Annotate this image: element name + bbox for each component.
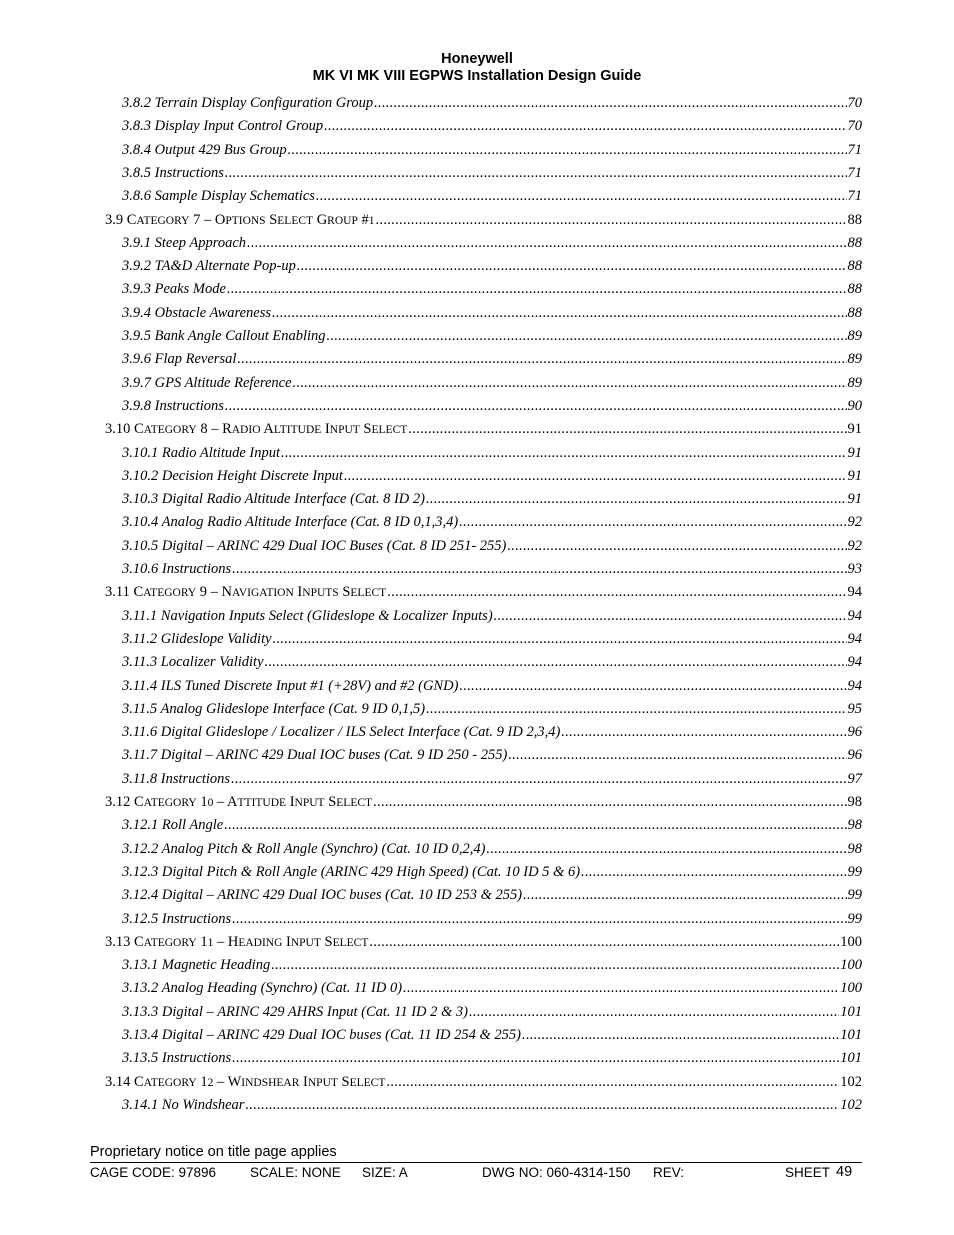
scale: SCALE: NONE xyxy=(250,1165,341,1180)
toc-subsection-entry[interactable] xyxy=(122,116,862,136)
toc-entry-page: 88 xyxy=(847,304,862,321)
cage-code: CAGE CODE: 97896 xyxy=(90,1165,217,1180)
toc-entry-label: 3.11.7 Digital – ARINC 429 Dual IOC buses (Cat. 9 ID 250 - 255) xyxy=(122,747,508,764)
toc-entry-label: 3.12.5 Instructions xyxy=(122,910,232,927)
dot-leader xyxy=(408,419,846,439)
toc-entry-page: 89 xyxy=(847,328,862,344)
dot-leader xyxy=(369,932,839,952)
toc-entry-page: 94 xyxy=(847,654,862,671)
dot-leader xyxy=(374,93,846,113)
toc-entry-label: 3.12.3 Digital Pitch & Roll Angle (ARINC 429 High Speed) (Cat. 10 ID 5 & 6) xyxy=(122,863,581,880)
dot-leader xyxy=(507,536,846,556)
toc-subsection-entry[interactable] xyxy=(122,1002,862,1022)
toc-entry-page: 98 xyxy=(847,794,862,810)
toc-entry-label: 3.11 CATEGORY 9 – NAVIGATION INPUTS SELECT xyxy=(105,584,387,601)
toc-entry-label: 3.11.8 Instructions xyxy=(122,770,231,787)
toc-entry-label: 3.12.4 Digital – ARINC 429 Dual IOC buses (Cat. 10 ID 253 & 255) xyxy=(122,887,523,904)
toc-entry-page: 102 xyxy=(840,1096,862,1113)
toc-entry-label: 3.9.5 Bank Angle Callout Enabling xyxy=(122,328,326,344)
toc-subsection-entry[interactable] xyxy=(122,512,862,532)
toc-subsection-entry[interactable] xyxy=(122,815,862,835)
title-block xyxy=(90,1165,862,1183)
toc-entry-label: 3.9.4 Obstacle Awareness xyxy=(122,304,272,321)
dot-leader xyxy=(324,116,846,136)
toc-subsection-entry[interactable] xyxy=(122,699,862,719)
toc-subsection-entry[interactable] xyxy=(122,1048,862,1068)
toc-entry-label: 3.8.2 Terrain Display Configuration Group xyxy=(122,95,374,111)
toc-entry-page: 95 xyxy=(847,700,862,717)
toc-subsection-entry[interactable] xyxy=(122,769,862,789)
toc-subsection-entry[interactable] xyxy=(122,489,862,509)
toc-entry-page: 92 xyxy=(847,514,862,531)
toc-entry-page: 101 xyxy=(840,1027,862,1043)
toc-section-entry[interactable] xyxy=(105,419,862,439)
dot-leader xyxy=(426,699,846,719)
dot-leader xyxy=(523,885,846,905)
toc-entry-label: 3.14.1 No Windshear xyxy=(122,1096,245,1113)
toc-entry-label: 3.9.8 Instructions xyxy=(122,397,224,414)
toc-entry-label: 3.10.2 Decision Height Discrete Input xyxy=(122,467,343,484)
toc-subsection-entry[interactable] xyxy=(122,443,862,463)
dot-leader xyxy=(403,978,839,998)
toc-subsection-entry[interactable] xyxy=(122,909,862,929)
dot-leader xyxy=(316,186,847,206)
dot-leader xyxy=(232,1048,839,1068)
toc-entry-page: 89 xyxy=(847,374,862,391)
sheet-number: 49 xyxy=(836,1164,853,1180)
revision: REV: xyxy=(653,1165,685,1180)
dot-leader xyxy=(344,466,847,486)
dot-leader xyxy=(297,256,847,276)
dot-leader xyxy=(225,396,847,416)
toc-subsection-entry[interactable] xyxy=(122,536,862,556)
toc-entry-page: 92 xyxy=(847,537,862,554)
dot-leader xyxy=(245,1095,839,1115)
toc-entry-label: 3.8.5 Instructions xyxy=(122,164,224,181)
toc-entry-page: 97 xyxy=(847,770,862,787)
toc-entry-page: 94 xyxy=(847,677,862,694)
toc-subsection-entry[interactable] xyxy=(122,396,862,416)
dot-leader xyxy=(459,512,846,532)
dot-leader xyxy=(327,326,847,346)
toc-entry-label: 3.8.3 Display Input Control Group xyxy=(122,118,324,135)
toc-entry-page: 96 xyxy=(847,724,862,741)
toc-entry-label: 3.10.5 Digital – ARINC 429 Dual IOC Buses (Cat. 8 ID 251- 255) xyxy=(122,537,507,554)
toc-entry-page: 89 xyxy=(847,351,862,368)
toc-subsection-entry[interactable] xyxy=(122,745,862,765)
toc-entry-page: 94 xyxy=(847,630,862,647)
toc-entry-page: 99 xyxy=(847,910,862,927)
dot-leader xyxy=(386,1072,839,1092)
toc-entry-label: 3.10.6 Instructions xyxy=(122,561,232,577)
toc-entry-page: 100 xyxy=(840,933,862,950)
size: SIZE: A xyxy=(362,1165,408,1180)
document-title: MK VI MK VIII EGPWS Installation Design Guide xyxy=(312,68,642,84)
company-name: Honeywell xyxy=(441,51,513,67)
toc-entry-page: 99 xyxy=(847,887,862,904)
toc-entry-page: 94 xyxy=(847,607,862,624)
toc-entry-label: 3.9 CATEGORY 7 – OPTIONS SELECT GROUP #1 xyxy=(105,211,375,228)
dot-leader xyxy=(281,443,846,463)
toc-subsection-entry[interactable] xyxy=(122,326,862,346)
dot-leader xyxy=(265,652,847,672)
toc-subsection-entry[interactable] xyxy=(122,862,862,882)
toc-entry-label: 3.9.6 Flap Reversal xyxy=(122,351,237,368)
dot-leader xyxy=(459,676,846,696)
toc-subsection-entry[interactable] xyxy=(122,140,862,160)
toc-entry-label: 3.9.7 GPS Altitude Reference xyxy=(122,374,292,391)
toc-entry-label: 3.8.4 Output 429 Bus Group xyxy=(122,141,287,158)
toc-entry-page: 94 xyxy=(847,584,862,601)
toc-entry-page: 71 xyxy=(847,164,862,181)
toc-section-entry[interactable] xyxy=(105,582,862,602)
toc-entry-label: 3.9.1 Steep Approach xyxy=(122,234,247,251)
dot-leader xyxy=(375,210,846,230)
dot-leader xyxy=(522,1025,839,1045)
dot-leader xyxy=(232,909,846,929)
dot-leader xyxy=(247,233,846,253)
toc-entry-page: 71 xyxy=(847,141,862,158)
toc-entry-page: 70 xyxy=(847,95,862,111)
toc-subsection-entry[interactable] xyxy=(122,279,862,299)
toc-entry-label: 3.11.2 Glideslope Validity xyxy=(122,630,272,647)
toc-section-entry[interactable] xyxy=(105,210,862,230)
toc-section-entry[interactable] xyxy=(105,792,862,812)
page-header xyxy=(0,51,954,85)
dot-leader xyxy=(293,373,847,393)
dot-leader xyxy=(469,1002,839,1022)
toc-entry-page: 90 xyxy=(847,397,862,414)
toc-entry-page: 100 xyxy=(840,957,862,974)
toc-entry-page: 91 xyxy=(847,491,862,508)
toc-entry-page: 98 xyxy=(847,840,862,857)
drawing-number: DWG NO: 060-4314-150 xyxy=(482,1165,631,1180)
dot-leader xyxy=(224,815,846,835)
toc-entry-label: 3.13.4 Digital – ARINC 429 Dual IOC buses (Cat. 11 ID 254 & 255) xyxy=(122,1027,522,1043)
toc-subsection-entry[interactable] xyxy=(122,676,862,696)
toc-entry-page: 88 xyxy=(847,211,862,228)
dot-leader xyxy=(373,792,846,812)
dot-leader xyxy=(272,303,846,323)
dot-leader xyxy=(231,769,846,789)
sheet-label: SHEET xyxy=(785,1165,831,1180)
dot-leader xyxy=(232,559,846,579)
toc-entry-page: 88 xyxy=(847,281,862,298)
dot-leader xyxy=(225,163,847,183)
toc-entry-label: 3.9.2 TA&D Alternate Pop-up xyxy=(122,258,296,275)
toc-section-entry[interactable] xyxy=(105,932,862,952)
toc-subsection-entry[interactable] xyxy=(122,839,862,859)
dot-leader xyxy=(271,955,839,975)
proprietary-notice: Proprietary notice on title page applies xyxy=(90,1144,337,1160)
toc-entry-label: 3.12.2 Analog Pitch & Roll Angle (Synchro) (Cat. 10 ID 0,2,4) xyxy=(122,840,486,857)
toc-subsection-entry[interactable] xyxy=(122,629,862,649)
toc-entry-page: 70 xyxy=(847,118,862,135)
toc-entry-page: 91 xyxy=(847,444,862,461)
toc-subsection-entry[interactable] xyxy=(122,93,862,113)
toc-entry-label: 3.8.6 Sample Display Schematics xyxy=(122,188,315,205)
toc-entry-page: 98 xyxy=(847,817,862,834)
toc-entry-label: 3.13.1 Magnetic Heading xyxy=(122,957,271,974)
toc-entry-label: 3.12 CATEGORY 10 – ATTITUDE INPUT SELECT xyxy=(105,794,373,810)
toc-entry-page: 101 xyxy=(840,1050,862,1067)
toc-entry-page: 88 xyxy=(847,258,862,275)
toc-entry-page: 100 xyxy=(840,980,862,997)
toc-entry-page: 102 xyxy=(840,1073,862,1090)
toc-subsection-entry[interactable] xyxy=(122,606,862,626)
toc-entry-label: 3.13 CATEGORY 11 – HEADING INPUT SELECT xyxy=(105,933,369,950)
toc-entry-label: 3.10.1 Radio Altitude Input xyxy=(122,444,281,461)
dot-leader xyxy=(508,745,846,765)
toc-entry-page: 91 xyxy=(847,421,862,438)
dot-leader xyxy=(426,489,847,509)
toc-entry-label: 3.9.3 Peaks Mode xyxy=(122,281,226,298)
toc-subsection-entry[interactable] xyxy=(122,256,862,276)
dot-leader xyxy=(494,606,847,626)
toc-section-entry[interactable] xyxy=(105,1072,862,1092)
toc-entry-label: 3.14 CATEGORY 12 – WINDSHEAR INPUT SELECT xyxy=(105,1073,386,1090)
toc-subsection-entry[interactable] xyxy=(122,955,862,975)
toc-entry-label: 3.10.3 Digital Radio Altitude Interface (Cat. 8 ID 2) xyxy=(122,491,425,508)
toc-entry-label: 3.10 CATEGORY 8 – RADIO ALTITUDE INPUT SELECT xyxy=(105,421,408,438)
dot-leader xyxy=(227,279,847,299)
toc-entry-label: 3.10.4 Analog Radio Altitude Interface (Cat. 8 ID 0,1,3,4) xyxy=(122,514,459,531)
toc-subsection-entry[interactable] xyxy=(122,722,862,742)
dot-leader xyxy=(581,862,846,882)
toc-entry-page: 88 xyxy=(847,234,862,251)
toc-entry-page: 96 xyxy=(847,747,862,764)
dot-leader xyxy=(288,140,847,160)
toc-entry-label: 3.13.5 Instructions xyxy=(122,1050,232,1067)
toc-subsection-entry[interactable] xyxy=(122,373,862,393)
toc-subsection-entry[interactable] xyxy=(122,186,862,206)
toc-subsection-entry[interactable] xyxy=(122,163,862,183)
toc-entry-label: 3.11.6 Digital Glideslope / Localizer / ILS Select Interface (Cat. 9 ID 2,3,4) xyxy=(122,724,561,741)
footer-divider xyxy=(90,1162,862,1163)
toc-entry-label: 3.11.5 Analog Glideslope Interface (Cat. 9 ID 0,1,5) xyxy=(122,700,426,717)
dot-leader xyxy=(237,349,846,369)
toc-entry-label: 3.13.2 Analog Heading (Synchro) (Cat. 11 ID 0) xyxy=(122,980,403,997)
toc-entry-page: 91 xyxy=(847,467,862,484)
toc-entry-label: 3.11.4 ILS Tuned Discrete Input #1 (+28V) and #2 (GND) xyxy=(122,677,459,694)
toc-entry-page: 101 xyxy=(840,1003,862,1020)
toc-entry-label: 3.13.3 Digital – ARINC 429 AHRS Input (Cat. 11 ID 2 & 3) xyxy=(122,1003,468,1020)
dot-leader xyxy=(387,582,846,602)
toc-entry-label: 3.12.1 Roll Angle xyxy=(122,817,224,834)
toc-subsection-entry[interactable] xyxy=(122,466,862,486)
toc-subsection-entry[interactable] xyxy=(122,559,862,579)
toc-subsection-entry[interactable] xyxy=(122,233,862,253)
toc-entry-page: 93 xyxy=(847,561,862,577)
toc-entry-label: 3.11.1 Navigation Inputs Select (Glideslope & Localizer Inputs) xyxy=(122,607,493,624)
toc-entry-page: 71 xyxy=(847,188,862,205)
toc-subsection-entry[interactable] xyxy=(122,652,862,672)
toc-subsection-entry[interactable] xyxy=(122,1095,862,1115)
toc-subsection-entry[interactable] xyxy=(122,978,862,998)
dot-leader xyxy=(273,629,847,649)
toc-subsection-entry[interactable] xyxy=(122,1025,862,1045)
toc-entry-page: 99 xyxy=(847,863,862,880)
toc-subsection-entry[interactable] xyxy=(122,349,862,369)
toc-entry-label: 3.11.3 Localizer Validity xyxy=(122,654,264,671)
dot-leader xyxy=(561,722,846,742)
toc-subsection-entry[interactable] xyxy=(122,885,862,905)
toc-subsection-entry[interactable] xyxy=(122,303,862,323)
dot-leader xyxy=(486,839,846,859)
